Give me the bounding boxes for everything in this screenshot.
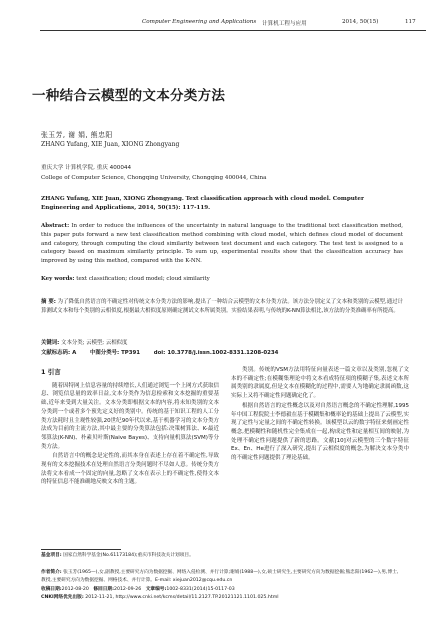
article-no: 1002-8331(2014)15-0117-03 [166, 587, 235, 592]
keywords-cn-label: 关键词: [41, 340, 60, 346]
journal-name: Computer Engineering and Applications [142, 19, 257, 25]
body-paragraph: 根据自然语言的定性概念以及对自然语言概念的不确定性理解,1995年中国工程院院士李德毅在基于模糊集和概率论的基础上提出了云模型,实现了定性与定量之间的不确定性转换。该模型以云的数字特征来刻画定性概念,把模糊性和随机性完全集成在一起,构成定性和定量相互间的映射,为处理不确定性问题提供了新的思路。文献[10]对云模型的三个数字特征Ex、En、He进行了深入研究,提出了云相似度的概念,为解决文本分类中的不确定性问题提供了理论基础。 [231, 402, 409, 462]
keywords-en-label: Key words: [41, 276, 75, 282]
abstract-en-label: Abstract: [41, 223, 70, 229]
body-column-right [231, 366, 409, 464]
paper-title: 一种结合云模型的文本分类方法 [32, 88, 226, 104]
clc-code: TP391 [121, 350, 141, 356]
citation-authors: ZHANG Yufang, XIE Juan, XIONG Zhongyang. [41, 196, 184, 202]
revised-label: 修回日期: [93, 587, 114, 592]
keywords-en [41, 276, 403, 282]
keywords-cn-text: 文本分类; 云模型; 云相似度 [61, 340, 128, 346]
volume-info: 2014, 50(15) [342, 19, 379, 25]
clc-label: 中图分类号: [90, 350, 120, 356]
fund-label: 基金项目: [41, 553, 62, 558]
doi-label: doi: [153, 350, 166, 356]
footnote-dates [41, 586, 403, 594]
abstract-cn-label: 摘 要: [41, 299, 56, 305]
fund-text: 国家自然科学基金(No.61173184);重庆市科技攻关计划项目。 [63, 553, 194, 558]
footnote-rule [41, 549, 121, 550]
affiliation-en: College of Computer Science, Chongqing University, Chongqing 400044, China [41, 175, 267, 181]
classification-line [41, 348, 403, 356]
section-heading: 1 引言 [41, 368, 61, 376]
authors-en: ZHANG Yufang, XIE Juan, XIONG Zhongyang [41, 141, 180, 148]
body-paragraph: 自然语言中的概念是定性的,而其本身在表述上存在着不确定性,导致现有的文本挖掘技术在处理自然语言分类问题时不尽如人意。传统分类方法将文本看成一个固定的向量,忽略了文本在表示上的不确定性,使得文本的特征信息不能准确地反映文本的主题。 [41, 453, 219, 486]
cnki-label: CNKI网络优先出版: [41, 595, 84, 600]
abstract-cn-text: 为了降低自然语言的不确定性对传统文本分类方法的影响,提出了一种结合云模型的文本分类方法。该方法分别定义了文本和类别的云模型,通过计算测试文本和每个类别的云相似度,根据最大相似度原则确定测试文本所属类别。实验结果表明,与传统的K-NN算法相比,该方法的分类准确率有所提高。 [41, 299, 403, 315]
journal-name-cn: 计算机工程与应用 [262, 21, 307, 27]
keywords-cn [41, 338, 403, 346]
keywords-en-text: text classification; cloud model; cloud similarity [76, 276, 210, 282]
abstract-en [41, 222, 403, 266]
affiliation-cn: 重庆大学 计算机学院, 重庆 400044 [41, 165, 131, 171]
abstract-cn [41, 298, 403, 317]
header-rule [40, 30, 426, 31]
author-bio-label: 作者简介: [41, 570, 62, 575]
footnote-author [41, 569, 403, 584]
received-date: 2012-08-20 [61, 587, 89, 592]
body-column-left [41, 366, 219, 488]
page-number: 117 [405, 19, 416, 25]
footnote-cnki [41, 594, 403, 602]
running-header [0, 0, 440, 28]
received-label: 收稿日期: [41, 587, 62, 592]
body-paragraph: 类别。传统的VSM方法用特征向量表述一篇文章以及类别,忽视了文本的不确定性;在模糊集理论中将文本看成特征项的模糊子集,表述文本所属类别的隶属度,但是文本在模糊化的过程中,需要人为地确定隶属函数,这实际上又将不确定性问题确定化了。 [231, 367, 409, 400]
author-bio-text: 张玉芳(1965—),女,副教授,主要研究方向为数据挖掘、网络入侵检测、并行计算;谢娟(1988—),女,硕士研究生,主要研究方向为数据挖掘;熊忠阳(1962—),男,博士,教授,主要研究方向为数据挖掘、网格技术、并行计算。E-mail: xiejuan2012@cqu.edu.cn [41, 570, 399, 583]
revised-date: 2012-09-26 [113, 587, 142, 592]
article-no-label: 文章编号: [145, 587, 167, 592]
citation [41, 195, 403, 214]
authors-cn: 张玉芳, 谢 娟, 熊忠阳 [41, 131, 113, 139]
citation-text: Text classification approach with cloud model. Computer Engineering and Applications, 2014, 50(15): 117-119. [41, 196, 364, 212]
doc-code: A [72, 350, 77, 356]
body-paragraph: 随着因特网上信息容量的持续增长,人们通过浏览一个上网方式获取信息、浏览信息量的效率日益,文本分类作为信息检索和文本挖掘的重要基础,近年来受到大量关注。文本分类即根据文本的内容,将未知类别的文本分类到一个或者多个预先定义好的类别中。传统的基于知识工程的人工分类方法耗时且主观性较强,20世纪90年代以来,基于机器学习的文本分类方法成为目前的主流方法,其中最主要的分类算法包括:决策树算法、K-最近邻算法(K-NN)、朴素贝叶斯(Naive Bayes)、支持向量机算法(SVM)等分类方法。 [41, 382, 219, 450]
abstract-en-text: In order to reduce the influences of the uncertainty in natural language to the traditional text classification method, this paper puts forward a new text classification method combining with cloud model, which defines cloud model of document and category, through computing the cloud similarity between test document and each category. The test text is assigned to a category based on maximum similarity principle. To sum up, experimental results show that the classification accuracy has improved by using this method, compared with the K-NN. [41, 223, 403, 265]
footnote-fund [41, 552, 403, 560]
doi-code: 10.3778/j.issn.1002-8331.1208-0234 [167, 350, 279, 356]
cnki-text: 2012-11-21, http://www.cnki.net/kcms/detail/11.2127.TP.20121121.1101.025.html [85, 595, 279, 600]
doc-code-label: 文献标志码: [41, 350, 71, 356]
